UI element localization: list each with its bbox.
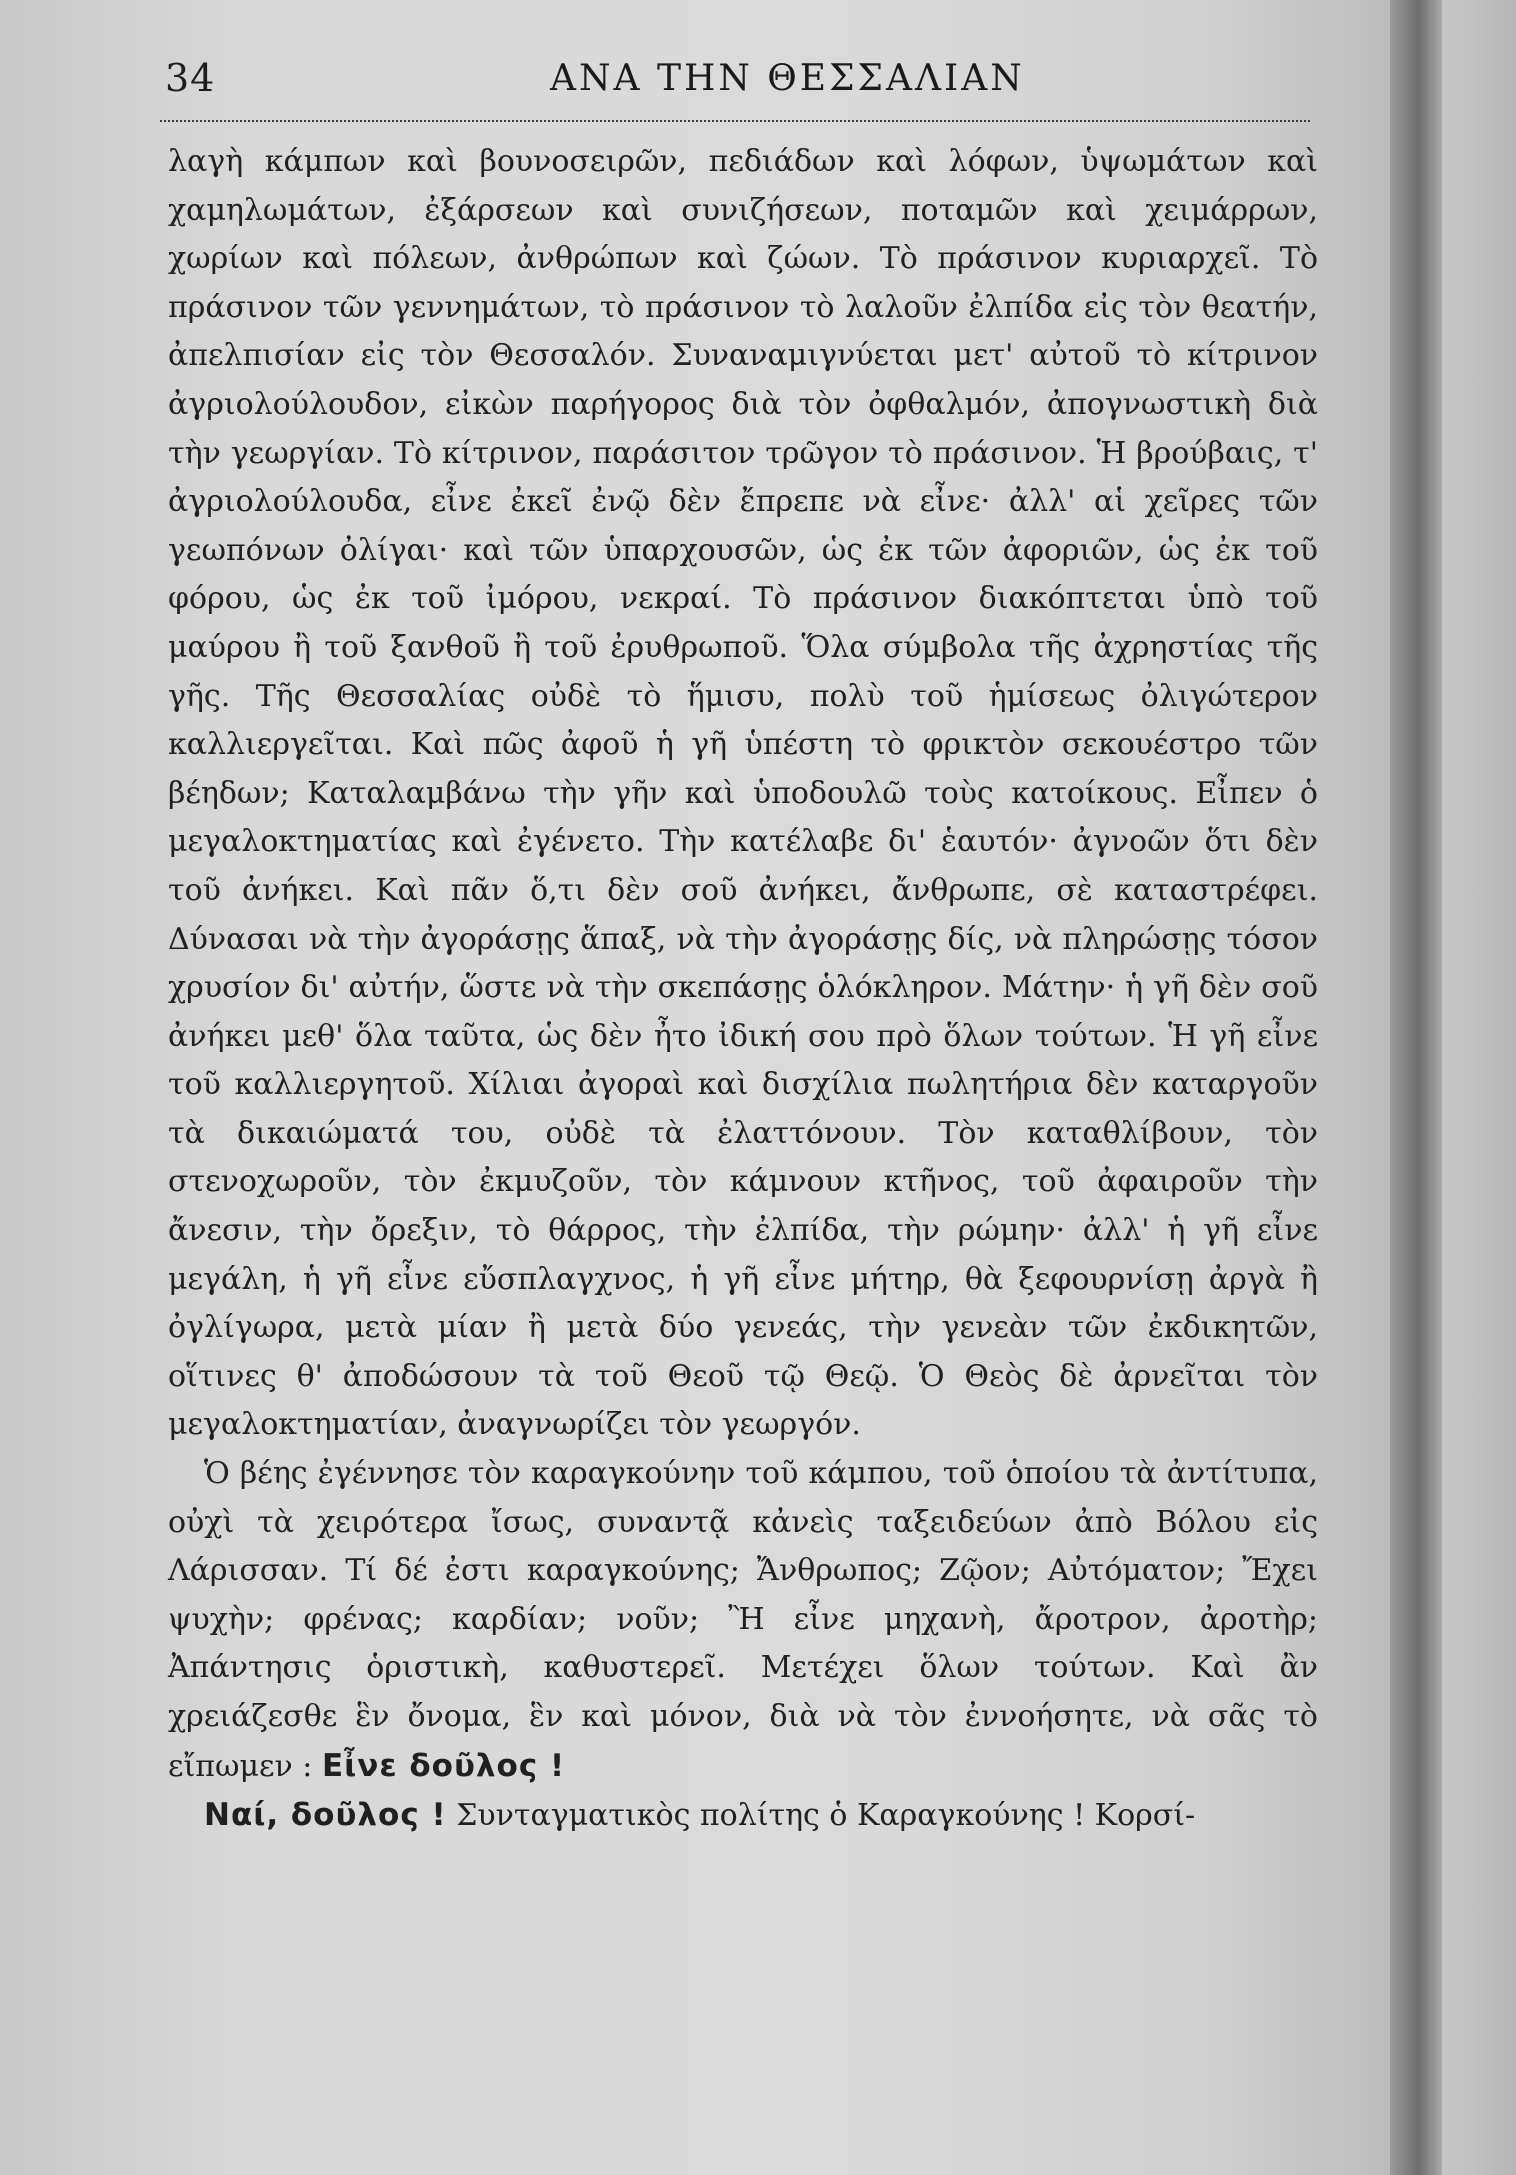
page-edge	[1442, 0, 1516, 2175]
paragraph-1-text: λαγὴ κάμπων καὶ βουνοσειρῶν, πεδιάδων καὶ λόφων, ὑψωμάτων καὶ χαμηλωμάτων, ἐξάρσεων καὶ συνιζήσεων, ποταμῶν καὶ χειμάρρων, χωρίων καὶ πόλεων, ἀνθρώπων καὶ ζώων. Τὸ πράσινον κυριαρχεῖ. Τὸ πράσινον τῶν γεννημάτων, τὸ πράσινον τὸ λαλοῦν ἐλπίδα εἰς τὸν θεατήν, ἀπελπισίαν εἰς τὸν Θεσσαλόν. Συναναμιγνύεται μετ' αὐτοῦ τὸ κίτρινον ἀγριολούλουδον, εἰκὼν παρήγορος διὰ τὸν ὀφθαλμόν, ἀπογνωστικὴ διὰ τὴν γεωργίαν. Τὸ κίτρινον, παράσιτον τρῶγον τὸ πράσινον. Ἡ βρούβαις, τ' ἀγριολούλουδα, εἶνε ἐκεῖ ἐνῷ δὲν ἔπρεπε νὰ εἶνε· ἀλλ' αἱ χεῖρες τῶν γεωπόνων ὀλίγαι· καὶ τῶν ὑπαρχουσῶν, ὡς ἐκ τῶν ἀφοριῶν, ὡς ἐκ τοῦ φόρου, ὡς ἐκ τοῦ ἰμόρου, νεκραί. Τὸ πράσινον διακόπτεται ὑπὸ τοῦ μαύρου ἢ τοῦ ξανθοῦ ἢ τοῦ ἐρυθρωποῦ. Ὅλα σύμβολα τῆς ἀχρηστίας τῆς γῆς. Τῆς Θεσσαλίας οὐδὲ τὸ ἥμισυ, πολὺ τοῦ ἡμίσεως ὀλιγώτερον καλλιεργεῖται. Καὶ πῶς ἀφοῦ ἡ γῆ ὑπέστη τὸ φρικτὸν σεκουέστρο τῶν βέηδων; Καταλαμβάνω τὴν γῆν καὶ ὑποδουλῶ τοὺς κατοίκους. Εἶπεν ὁ μεγαλοκτηματίας καὶ ἐγένετο. Τὴν κατέλαβε δι' ἑαυτόν· ἀγνοῶν ὅτι δὲν τοῦ ἀνήκει. Καὶ πᾶν ὅ,τι δὲν σοῦ ἀνήκει, ἄνθρωπε, σὲ καταστρέφει. Δύνασαι νὰ τὴν ἀγοράσῃς ἅπαξ, νὰ τὴν ἀγοράσῃς δίς, νὰ πληρώσῃς τόσον χρυσίον δι' αὐτήν, ὥστε νὰ τὴν σκεπάσῃς ὁλόκληρον. Μάτην· ἡ γῆ δὲν σοῦ ἀνήκει μεθ' ὅλα ταῦτα, ὡς δὲν ἦτο ἰδική σου πρὸ ὅλων τούτων. Ἡ γῆ εἶνε τοῦ καλλιεργητοῦ. Χίλιαι ἀγοραὶ καὶ δισχίλια πωλητήρια δὲν καταργοῦν τὰ δικαιώματά του, οὐδὲ τὰ ἐλαττόνουν. Τὸν καταθλίβουν, τὸν στενοχωροῦν, τὸν ἐκμυζοῦν, τὸν κάμνουν κτῆνος, τοῦ ἀφαιροῦν τὴν ἄνεσιν, τὴν ὄρεξιν, τὸ θάρρος, τὴν ἐλπίδα, τὴν ρώμην· ἀλλ' ἡ γῆ εἶνε μεγάλη, ἡ γῆ εἶνε εὔσπλαγχνος, ἡ γῆ εἶνε μήτηρ, θὰ ξεφουρνίσῃ ἀργὰ ἢ ὀγλίγωρα, μετὰ μίαν ἢ μετὰ δύο γενεάς, τὴν γενεὰν τῶν ἐκδικητῶν, οἵτινες θ' ἀποδώσουν τὰ τοῦ Θεοῦ τῷ Θεῷ. Ὁ Θεὸς δὲ ἀρνεῖται τὸν μεγαλοκτηματίαν, ἀναγνωρίζει τὸν γεωργόν.	[168, 144, 1318, 1443]
page-header	[165, 50, 1315, 110]
header-rule	[160, 120, 1310, 122]
running-head: ΑΝΑ ΤΗΝ ΘΕΣΣΑΛΙΑΝ	[550, 58, 1025, 99]
page-number: 34	[165, 56, 216, 100]
paragraph-3-emphasis: Ναί, δοῦλος !	[204, 1797, 447, 1834]
paragraph-2-text: Ὁ βέης ἐγέννησε τὸν καραγκούνην τοῦ κάμπου, τοῦ ὁποίου τὰ ἀντίτυπα, οὐχὶ τὰ χειρότερα ἴσως, συναντᾷ κἀνεὶς ταξειδεύων ἀπὸ Βόλου εἰς Λάρισσαν. Τί δέ ἐστι καραγκούνης; Ἄνθρωπος; Ζῷον; Αὐτόματον; Ἔχει ψυχὴν; φρένας; καρδίαν; νοῦν; Ἢ εἶνε μηχανὴ, ἄροτρον, ἀροτὴρ; Ἀπάντησις ὁριστικὴ, καθυστερεῖ. Μετέχει ὅλων τούτων. Καὶ ἂν χρειάζεσθε ἓν ὄνομα, ἓν καὶ μόνον, διὰ νὰ τὸν ἐννοήσητε, νὰ σᾶς τὸ εἴπωμεν :	[168, 1456, 1318, 1784]
paragraph-2-emphasis: Εἶνε δοῦλος !	[321, 1747, 566, 1784]
paragraph-3	[168, 1791, 1318, 1841]
binding-shadow	[1390, 0, 1442, 2175]
body-text	[168, 138, 1318, 1841]
paragraph-3-text: Συνταγματικὸς πολίτης ὁ Καραγκούνης ! Κορσί-	[456, 1798, 1196, 1834]
paragraph-2	[168, 1450, 1318, 1791]
paragraph-1	[168, 138, 1318, 1450]
